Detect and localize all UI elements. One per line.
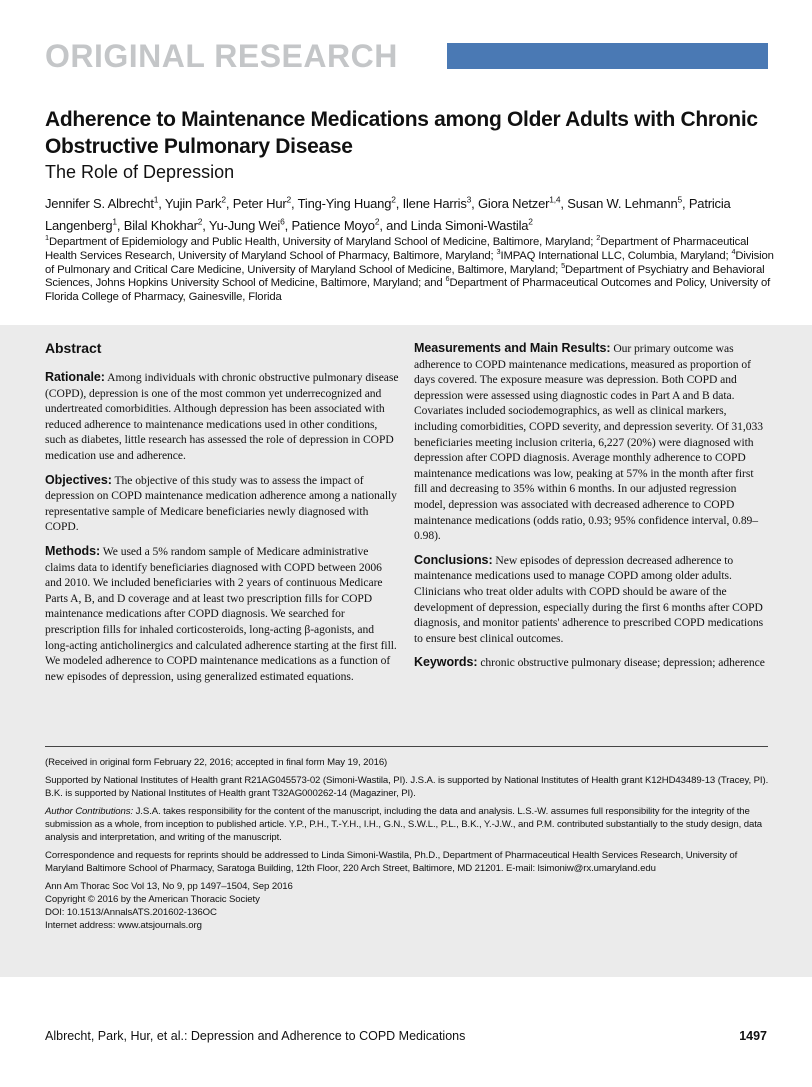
footnotes	[45, 756, 770, 932]
affiliation-marker: 6	[445, 274, 450, 284]
citation: Ann Am Thorac Soc Vol 13, No 9, pp 1497–1504, Sep 2016	[45, 881, 293, 892]
methods-text: We used a 5% random sample of Medicare administrative claims data to identify beneficiaries diagnosed with COPD between 2006 and 2010. We included beneficiaries with 2 years of continuous Medicare Parts A, B, and D coverage and at least two prescription fills for COPD maintenance medications after COPD diagnosis. We searched for prescription fills for inhaled corticosteroids, long-acting β-agonists, and long-acting anticholinergics and calculated adherence starting at the first fill. We modeled adherence to COPD maintenance medications as a function of new episodes of depression, using generalized estimated equations.	[45, 544, 397, 683]
article-title: Adherence to Maintenance Medications among Older Adults with Chronic Obstructive Pulmonary Disease	[45, 108, 758, 158]
author-affiliation-marker: 3	[466, 194, 472, 205]
section-header: ORIGINAL RESEARCH	[45, 38, 398, 74]
affiliation-text: IMPAQ International LLC, Columbia, Maryland;	[500, 249, 732, 262]
rationale-text: Among individuals with chronic obstructive pulmonary disease (COPD), depression is one of the most common yet underrecognized and undertreated comorbidities. Although depression has been associated with reduced adherence to maintenance medications used in other conditions, such as diabetes, little research has assessed the role of depression in COPD medication use and adherence.	[45, 371, 399, 462]
abstract-right-column	[414, 341, 768, 680]
keywords-text: chronic obstructive pulmonary disease; depression; adherence	[477, 656, 765, 670]
author-affiliation-marker: 1,4	[549, 194, 561, 205]
results-paragraph	[414, 341, 768, 544]
affiliation-text: Division of Pulmonary and Critical Care Medicine, University of Maryland School of Medicine, Baltimore, Maryland;	[45, 249, 774, 276]
affiliation-text: Department of Pharmaceutical Outcomes and Policy, University of Florida College of Pharmacy, Gainesville, Florida	[45, 277, 771, 304]
footnote-divider	[45, 746, 768, 747]
page-number: 1497	[739, 1029, 767, 1043]
affiliation-marker: 1	[45, 233, 49, 243]
author-affiliation-marker: 2	[374, 216, 380, 227]
author-name: Ting-Ying Huang	[297, 196, 392, 211]
doi: DOI: 10.1513/AnnalsATS.201602-136OC	[45, 907, 217, 918]
rationale-label: Rationale:	[45, 370, 105, 384]
correspondence-note: Correspondence and requests for reprints should be addressed to Linda Simoni-Wastila, Ph.D., Department of Pharmaceutical Health Services Research, University of Maryland Baltimore School of Pharmacy, Saratoga Building, 12th Floor, 220 Arch Street, Baltimore, MD 21201. E-mail: lsimoniw@rx.umaryland.edu	[45, 850, 738, 874]
author-name: Susan W. Lehmann	[567, 196, 678, 211]
author-affiliation-marker: 5	[677, 194, 682, 205]
affiliation-marker: 4	[731, 247, 736, 257]
header-accent-bar	[447, 43, 768, 69]
author-affiliation-marker: 2	[197, 216, 203, 227]
author-name: Ilene Harris	[402, 196, 467, 211]
author-name: and Linda Simoni-Wastila	[386, 218, 529, 233]
author-name: Jennifer S. Albrecht	[45, 196, 154, 211]
author-affiliation-marker: 2	[528, 216, 533, 227]
results-label: Measurements and Main Results:	[414, 341, 611, 355]
conclusions-text: New episodes of depression decreased adherence to maintenance medications used to manage COPD among older adults. Clinicians who treat older adults with COPD should be aware of the development of depression, especially during the first 6 months after COPD diagnosis, and monitor patients' adherence to prescribed COPD medications to ensure best clinical outcomes.	[414, 553, 764, 645]
results-text: Our primary outcome was adherence to COPD maintenance medications, measured as proportion of days covered. The exposure measure was depression. Both COPD and depression were assessed using diagnostic codes in Part A and B data. Covariates included sociodemographics, as well as clinical markers, including comorbidities, COPD severity, and depression severity. Of 31,033 beneficiaries meeting inclusion criteria, 6,227 (20%) were diagnosed with depression after COPD diagnosis. Average monthly adherence to COPD maintenance medications was low, peaking at 57% in the month after first fill and decreasing to 35% within 6 months. In our adjusted regression model, depression was associated with decreased adherence to COPD maintenance medications (odds ratio, 0.93; 95% confidence interval, 0.89–0.98).	[414, 342, 763, 543]
author-name: Yu-Jung Wei	[208, 218, 281, 233]
abstract-heading: Abstract	[45, 340, 102, 356]
affiliation-marker: 3	[496, 247, 501, 257]
funding-note: Supported by National Institutes of Health grant R21AG045573-02 (Simoni-Wastila, PI). J.S.A. is supported by National Institutes of Health grant K12HD43489-13 (Tracey, PI). B.K. is supported by National Institutes of Health grant T32AG000262-14 (Magaziner, PI).	[45, 775, 769, 799]
author-name: Giora Netzer	[477, 196, 550, 211]
author-affiliation-marker: 6	[280, 216, 285, 227]
author-list: Jennifer S. Albrecht$^1$, Yujin Park$^2$, Peter Hur$^2$, Ting-Ying Huang$^2$, Ilene Harris$^3$, Giora Netzer$^{1,4}$, Susan W. Lehmann$^5$, Patricia Langenberg$^1$, Bilal Khokhar$^2$, Yu-Jung Wei$^6$, Patience Moyo$^2$, and Linda Simoni-Wastila$^2$	[45, 194, 731, 233]
affiliations	[45, 233, 775, 305]
objectives-label: Objectives:	[45, 472, 112, 487]
abstract-left-column	[45, 340, 401, 693]
objectives-text: The objective of this study was to assess the impact of depression on COPD maintenance medication adherence among a nationally representative sample of Medicare beneficiaries newly diagnosed with COPD.	[45, 473, 397, 534]
author-name: Patricia Langenberg	[45, 196, 731, 233]
affiliation-text: Department of Epidemiology and Public Health, University of Maryland School of Medicine, Baltimore, Maryland;	[48, 236, 597, 248]
methods-paragraph	[45, 544, 401, 684]
author-affiliation-marker: 2	[391, 194, 396, 205]
conclusions-label: Conclusions:	[414, 552, 493, 567]
rationale-paragraph	[45, 370, 401, 464]
internet-address: Internet address: www.atsjournals.org	[45, 920, 202, 931]
author-name: Patience Moyo	[291, 218, 375, 233]
conclusions-paragraph	[414, 553, 768, 647]
running-head: Albrecht, Park, Hur, et al.: Depression and Adherence to COPD Medications	[45, 1029, 466, 1043]
methods-label: Methods:	[45, 543, 101, 558]
contributions-text: J.S.A. takes responsibility for the content of the manuscript, including the data and analysis. L.S.-W. assumes full responsibility for the integrity of the submission as a whole, from inception to published article. Y.P., P.H., T.-Y.H., I.H., G.N., S.W.L., P.L., B.K., Y.-J.W., and P.M. contributed substantially to the study design, data analysis and interpretation, and writing of the manuscript.	[45, 806, 762, 843]
author-name: Peter Hur	[232, 196, 287, 211]
keywords-paragraph	[414, 655, 768, 671]
author-affiliation-marker: 2	[221, 194, 226, 205]
copyright: Copyright © 2016 by the American Thoracic Society	[45, 894, 260, 905]
author-affiliation-marker: 1	[112, 216, 117, 227]
author-affiliation-marker: 2	[286, 194, 292, 205]
author-name: Yujin Park	[164, 196, 222, 211]
affiliation-marker: 2	[596, 233, 601, 243]
affiliation-marker: 5	[561, 260, 565, 270]
objectives-paragraph	[45, 473, 401, 535]
contributions-label: Author Contributions:	[45, 806, 134, 817]
keywords-label: Keywords:	[414, 655, 478, 670]
affiliation-text: Department of Pharmaceutical Health Services Research, University of Maryland School of Pharmacy, Baltimore, Maryland;	[45, 236, 749, 262]
received-dates: (Received in original form February 22, 2016; accepted in final form May 19, 2016)	[45, 757, 388, 768]
affiliation-text: Department of Psychiatry and Behavioral Sciences, Johns Hopkins University School of Medicine, Baltimore, Maryland; and	[45, 263, 765, 290]
article-subtitle: The Role of Depression	[45, 162, 235, 182]
author-contributions	[45, 805, 770, 844]
author-affiliation-marker: 1	[153, 194, 159, 205]
author-name: Bilal Khokhar	[123, 218, 198, 233]
